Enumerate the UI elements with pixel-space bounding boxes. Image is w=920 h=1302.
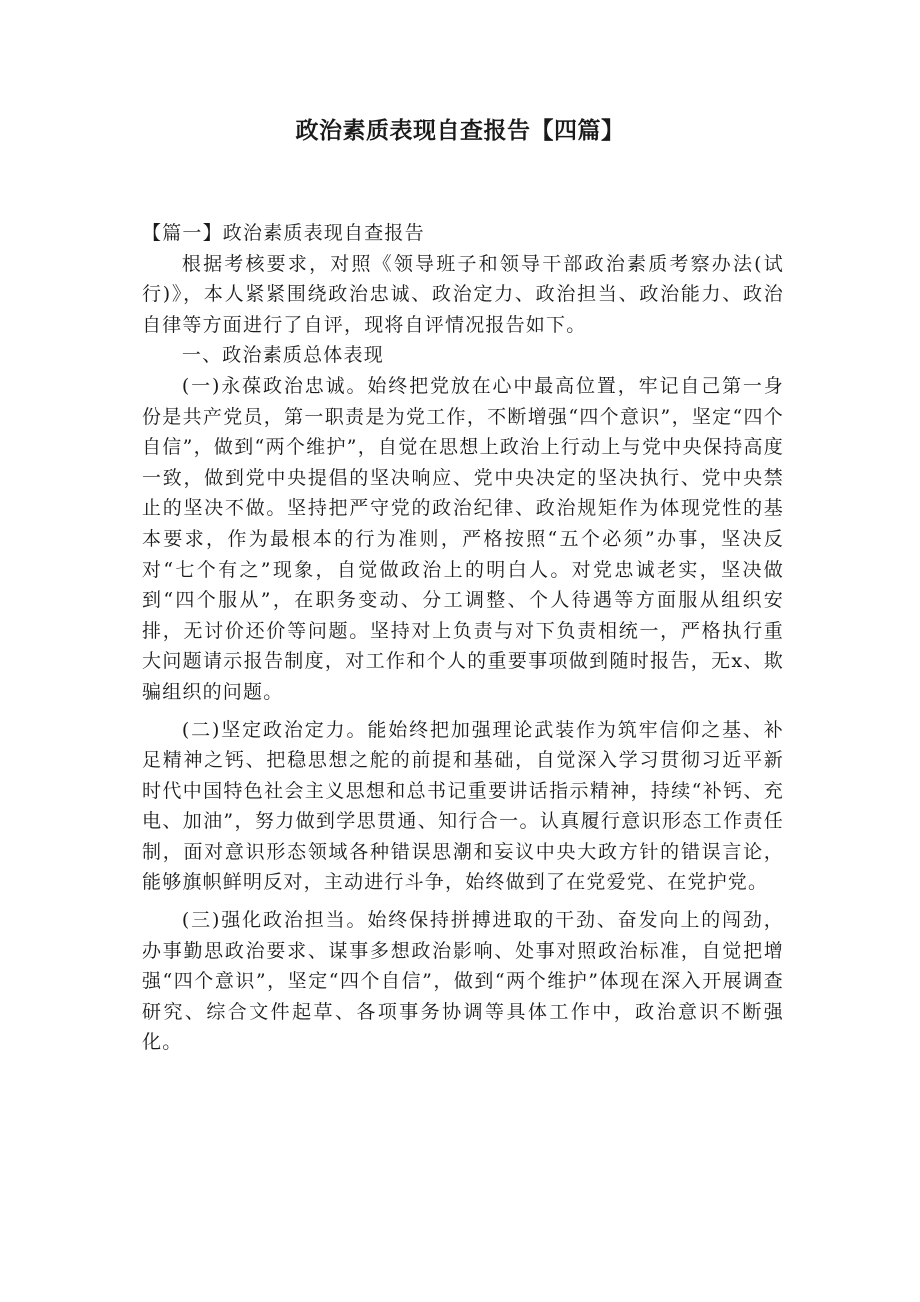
heading-overall-performance: 一、政治素质总体表现 [181, 344, 384, 367]
paragraph-political-responsibility: (三)强化政治担当。始终保持拼搏进取的干劲、奋发向上的闯劲，办事勤思政治要求、谋事多想政治影响、处事对照政治标准，自觉把增强“四个意识”，坚定“四个自信”，做到“两个维护”体现在深入开展调查研究、综合文件起草、各项事务协调等具体工作中，政治意识不断强化。 [142, 909, 784, 1054]
document-title: 政治素质表现自查报告【四篇】 [295, 118, 625, 144]
paragraph-political-loyalty: (一)永葆政治忠诚。始终把党放在心中最高位置，牢记自己第一身份是共产党员，第一职责是为党工作，不断增强“四个意识”，坚定“四个自信”，做到“两个维护”，自觉在思想上政治上行动上与党中央保持高度一致，做到党中央提倡的坚决响应、党中央决定的坚决执行、党中央禁止的坚决不做。坚持把严守党的政治纪律、政治规矩作为体现党性的基本要求，作为最根本的行为准则，严格按照“五个必须”办事，坚决反对“七个有之”现象，自觉做政治上的明白人。对党忠诚老实，坚决做到“四个服从”，在职务变动、分工调整、个人待遇等方面服从组织安排，无讨价还价等问题。坚持对上负责与对下负责相统一，严格执行重大问题请示报告制度，对工作和个人的重要事项做到随时报告，无x、欺骗组织的问题。 [142, 374, 784, 703]
paragraph-political-resolve: (二)坚定政治定力。能始终把加强理论武装作为筑牢信仰之基、补足精神之钙、把稳思想之舵的前提和基础，自觉深入学习贯彻习近平新时代中国特色社会主义思想和总书记重要讲话指示精神，持续“补钙、充电、加油”，努力做到学思贯通、知行合一。认真履行意识形态工作责任制，面对意识形态领域各种错误思潮和妄议中央大政方针的错误言论，能够旗帜鲜明反对，主动进行斗争，始终做到了在党爱党、在党护党。 [142, 718, 784, 894]
intro-paragraph: 根据考核要求，对照《领导班子和领导干部政治素质考察办法(试行)》，本人紧紧围绕政治忠诚、政治定力、政治担当、政治能力、政治自律等方面进行了自评，现将自评情况报告如下。 [142, 252, 784, 336]
section-heading: 【篇一】政治素质表现自查报告 [142, 222, 425, 244]
document-body [142, 218, 784, 1058]
